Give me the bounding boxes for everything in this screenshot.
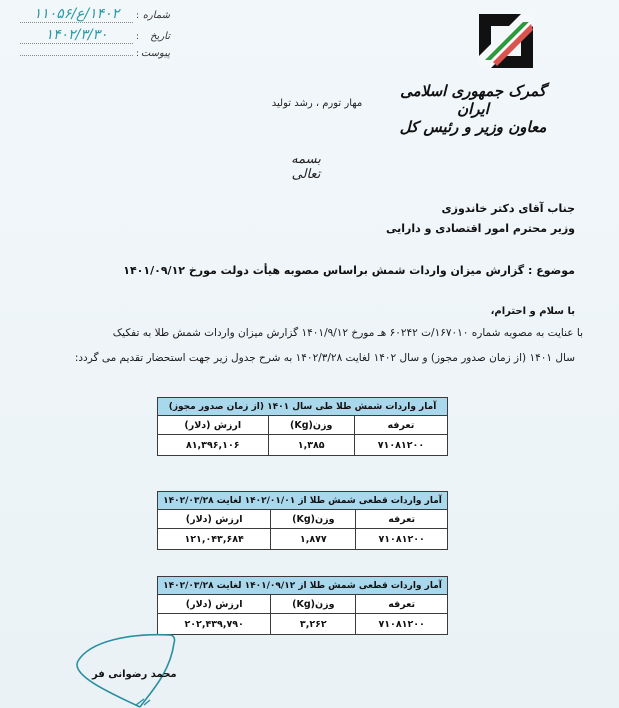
cell-tariff: ۷۱۰۸۱۲۰۰ [354, 435, 447, 456]
column-header-value: ارزش (دلار) [158, 510, 271, 529]
table-caption: آمار واردات قطعی شمش طلا از ۱۴۰۱/۰۹/۱۲ لغایت ۱۴۰۲/۰۳/۲۸ [158, 577, 448, 595]
signatory-name: محمد رضوانی فر [92, 669, 177, 680]
cell-tariff: ۷۱۰۸۱۲۰۰ [356, 529, 448, 550]
table-caption: آمار واردات قطعی شمش طلا از ۱۴۰۲/۰۱/۰۱ لغایت ۱۴۰۲/۰۳/۲۸ [158, 492, 448, 510]
meta-attachment-row [20, 48, 170, 69]
column-header-weight: وزن(Kg) [271, 595, 356, 614]
column-header-value: ارزش (دلار) [158, 416, 269, 435]
import-table-1401 [157, 397, 448, 456]
table-row [158, 529, 448, 550]
cell-value: ۱۲۱,۰۴۳,۶۸۴ [158, 529, 271, 550]
subject-line: موضوع : گزارش میزان واردات شمش براساس مصوبه هیأت دولت مورخ ۱۴۰۱/۰۹/۱۲ [123, 264, 575, 277]
import-table-total [157, 576, 448, 635]
cell-tariff: ۷۱۰۸۱۲۰۰ [356, 614, 448, 635]
meta-number-value: ۱۴۰۲/ع/۱۱۰۵۶ [20, 6, 133, 23]
body-paragraph-line-1: با عنایت به مصوبه شماره ۱۶۷۰۱۰/ت ۶۰۲۴۲ هـ مورخ ۱۴۰۱/۹/۱۲ گزارش میزان واردات شمش طلا به تفکیک [112, 327, 583, 339]
addressee-title: وزیر محترم امور اقتصادی و دارایی [385, 222, 575, 235]
meta-attachment-label: پیوست [140, 48, 170, 59]
column-header-value: ارزش (دلار) [158, 595, 271, 614]
meta-date-label: تاریخ [150, 31, 170, 42]
column-header-tariff: تعرفه [356, 510, 448, 529]
addressee-name: جناب آقای دکتر خاندوزی [441, 202, 575, 215]
column-header-tariff: تعرفه [356, 595, 448, 614]
table-caption: آمار واردات شمش طلا طی سال ۱۴۰۱ (از زمان صدور مجوز) [158, 398, 448, 416]
cell-value: ۲۰۲,۴۳۹,۷۹۰ [158, 614, 271, 635]
cell-weight: ۱,۳۸۵ [268, 435, 354, 456]
column-header-weight: وزن(Kg) [268, 416, 354, 435]
meta-colon: : [135, 49, 139, 59]
motto: مهار تورم ، رشد تولید [271, 98, 363, 109]
column-header-weight: وزن(Kg) [271, 510, 356, 529]
column-header-tariff: تعرفه [354, 416, 447, 435]
meta-number-row [20, 6, 170, 27]
table-row [158, 614, 448, 635]
body-paragraph-line-2: سال ۱۴۰۱ (از زمان صدور مجوز) و سال ۱۴۰۲ لغایت ۱۴۰۲/۳/۲۸ به شرح جدول زیر جهت استحضار تقدیم می گردد: [74, 352, 575, 364]
org-unit: معاون وزیر و رئیس کل [399, 118, 547, 136]
letter-meta [20, 6, 170, 69]
meta-colon: : [135, 11, 139, 21]
org-name: گمرک جمهوری اسلامی ایران [400, 82, 546, 118]
cell-value: ۸۱,۳۹۶,۱۰۶ [158, 435, 269, 456]
table-row [158, 435, 448, 456]
meta-date-value: ۱۴۰۲/۳/۳۰ [20, 27, 133, 44]
meta-attachment-value [20, 55, 133, 56]
meta-number-label: شماره [142, 10, 170, 21]
cell-weight: ۳,۲۶۲ [271, 614, 356, 635]
customs-logo-icon [471, 6, 541, 76]
import-table-1402 [157, 491, 448, 550]
invocation: بسمه تعالی [291, 152, 321, 182]
meta-date-row [20, 27, 170, 48]
greeting: با سلام و احترام، [490, 306, 575, 317]
cell-weight: ۱,۸۷۷ [271, 529, 356, 550]
meta-colon: : [135, 32, 139, 42]
